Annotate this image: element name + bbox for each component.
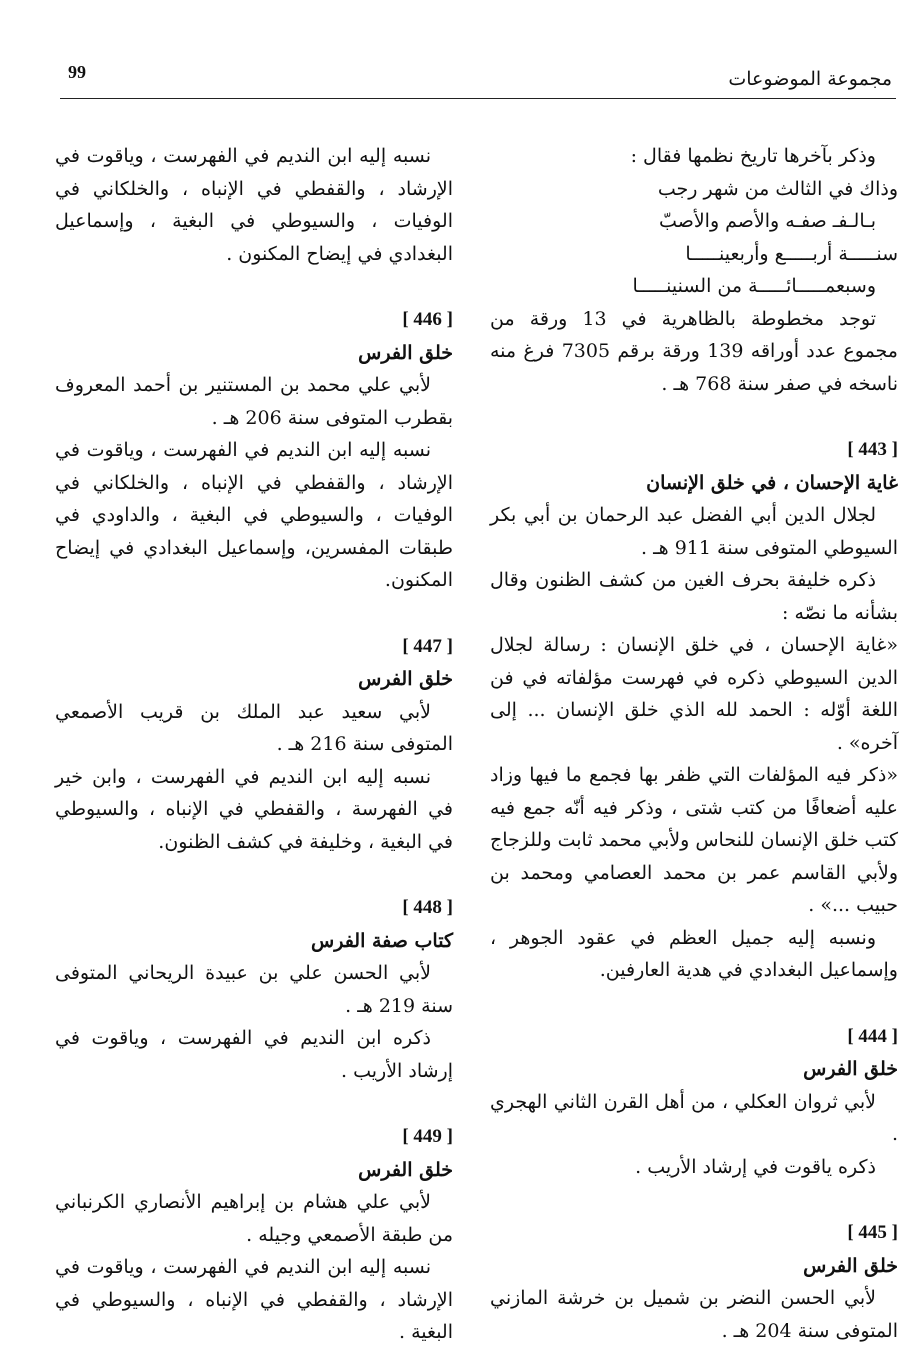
entry-number: [ 443 ]	[847, 439, 898, 460]
running-title: مجموعة الموضوعات	[728, 68, 892, 90]
entry-number: [ 447 ]	[402, 635, 453, 657]
entry-paragraph: لأبي ثروان العكلي ، من أهل القرن الثاني الهجري .	[490, 1090, 898, 1145]
poem-line: بـالـفـ صفـه والأصم والأصبّ	[659, 210, 876, 232]
poem	[490, 173, 898, 303]
entry-paragraph: لأبي علي هشام بن إبراهيم الأنصاري الكرنباني من طبقة الأصمعي وجيله .	[55, 1191, 453, 1246]
entry-number: [ 444 ]	[847, 1025, 898, 1047]
page-number: 99	[68, 62, 86, 82]
continuation-paragraph: نسبه إليه ابن النديم في الفهرست ، وياقوت في الإرشاد ، والقفطي في الإنباه ، والخلكاني في الوفيات ، والسيوطي في البغية ، وإسماعيل البغدادي في إيضاح المكنون .	[55, 145, 453, 265]
entry-paragraph: لأبي سعيد عبد الملك بن قريب الأصمعي المتوفى سنة 216 هـ .	[55, 700, 453, 755]
manuscript-note: توجد مخطوطة بالظاهرية في 13 ورقة من مجموع عدد أوراقه 139 ورقة برقم 7305 فرغ منه ناسخه في صفر سنة 768 هـ .	[490, 307, 898, 395]
entry-title: خلق الفرس	[358, 1158, 453, 1181]
entry-paragraph: لأبي الحسن النضر بن شميل بن خرشة المازني المتوفى سنة 204 هـ .	[490, 1287, 898, 1342]
entry-title: كتاب صفة الفرس	[311, 929, 453, 952]
entry-title: غاية الإحسان ، في خلق الإنسان	[646, 471, 898, 494]
entry-paragraph: نسبه إليه ابن النديم في الفهرست ، وياقوت في الإرشاد ، والقفطي في الإنباه ، والسيوطي في البغية .	[55, 1256, 453, 1343]
right-column	[490, 140, 898, 1347]
entry-paragraph: «غاية الإحسان ، في خلق الإنسان : رسالة لجلال الدين السيوطي ذكره في فهرست مؤلفاته في فن اللغة أوّله : الحمد لله الذي خلق الإنسان ... إلى آخره» .	[490, 634, 898, 754]
entry-number: [ 445 ]	[847, 1222, 898, 1243]
entry-paragraph: لأبي علي محمد بن المستنير بن أحمد المعروف بقطرب المتوفى سنة 206 هـ .	[55, 374, 453, 429]
entry-paragraph: لأبي الحسن علي بن عبيدة الريحاني المتوفى سنة 219 هـ .	[55, 962, 453, 1017]
entry-paragraph: «ذكر فيه المؤلفات التي ظفر بها فجمع ما فيها وزاد عليه أضعافًا من كتب شتى ، وذكر فيه أنّه جمع فيه كتب خلق الإنسان للنحاس ولأبي محمد ثابت وللزجاج ولأبي القاسم عمر بن محمد العصامي ومحمد بن حبيب ...» .	[490, 764, 898, 916]
entry-number: [ 449 ]	[402, 1126, 453, 1147]
entry-title: خلق الفرس	[358, 668, 453, 690]
page-header	[60, 58, 896, 99]
poem-line: وسبعمـــــائـــــة من السنينـــــا	[632, 275, 876, 297]
entry-title: خلق الفرس	[803, 1058, 898, 1080]
entry-paragraph: نسبه إليه ابن النديم في الفهرست ، وياقوت في الإرشاد ، والقفطي في الإنباه ، والخلكاني في الوفيات ، والسيوطي في البغية ، والداودي في طبقات المفسرين، وإسماعيل البغدادي في إيضاح المكنون.	[55, 439, 453, 591]
entry-paragraph: ذكره ابن النديم في الفهرست ، وياقوت في إرشاد الأريب .	[55, 1027, 453, 1082]
poem-intro: وذكر بآخرها تاريخ نظمها فقال :	[630, 145, 876, 167]
entry-title: خلق الفرس	[358, 341, 453, 364]
entry-paragraph: ذكره خليفة بحرف الغين من كشف الظنون وقال بشأنه ما نصّه :	[490, 569, 898, 624]
poem-line: سنـــــة أربـــــع وأربعينـــــا	[685, 242, 898, 265]
entry-paragraph: لجلال الدين أبي الفضل عبد الرحمان بن أبي بكر السيوطي المتوفى سنة 911 هـ .	[490, 504, 898, 559]
entry-number: [ 446 ]	[402, 309, 453, 330]
entry-paragraph: ونسبه إليه جميل العظم في عقود الجوهر ، وإسماعيل البغدادي في هدية العارفين.	[490, 926, 898, 981]
entry-paragraph: نسبه إليه ابن النديم في الفهرست ، وابن خير في الفهرسة ، والقفطي في الإنباه ، والسيوطي في البغية ، وخليفة في كشف الظنون.	[55, 765, 453, 853]
entry-title: خلق الفرس	[803, 1254, 898, 1277]
left-column	[55, 140, 453, 1349]
entry-paragraph: ذكره ياقوت في إرشاد الأريب .	[635, 1155, 876, 1178]
poem-line: وذاك في الثالث من شهر رجب	[657, 177, 898, 200]
entry-number: [ 448 ]	[402, 897, 453, 918]
